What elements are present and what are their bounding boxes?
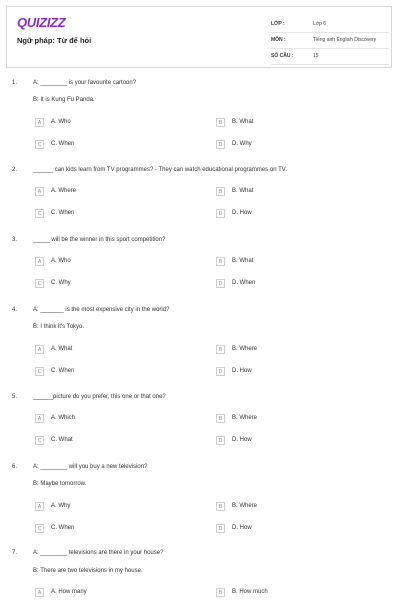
question-subtext: B: I think it's Tokyo.	[33, 324, 85, 330]
option-text: D. How	[232, 368, 252, 374]
question-text: A: ________ televisions are there in your house?	[33, 550, 164, 556]
option-letter-box: A	[35, 588, 44, 597]
option-letter-box: A	[35, 257, 44, 266]
option-text: D. How	[232, 437, 252, 443]
quiz-meta	[271, 17, 389, 65]
option-text: A. Which	[51, 415, 76, 421]
option-letter-box: A	[35, 345, 44, 354]
option-text: A. Who	[51, 258, 71, 264]
question-number: 7.	[12, 550, 18, 556]
option-text: B. What	[232, 188, 254, 194]
question-number: 1.	[12, 80, 18, 86]
meta-value: 15	[313, 53, 319, 59]
question-number: 5.	[12, 394, 18, 400]
quizizz-logo: QUIZIZZ	[17, 15, 66, 30]
meta-label: SỐ CÂU :	[271, 53, 294, 59]
question-subtext: B: There are two televisions in my house.	[33, 568, 143, 574]
option-text: C. When	[51, 210, 75, 216]
question-number: 6.	[12, 464, 18, 470]
option-text: A. Who	[51, 119, 71, 125]
option-text: C. What	[51, 437, 73, 443]
quiz-title: Ngữ pháp: Từ để hỏi	[17, 36, 92, 45]
option-text: B. What	[232, 258, 254, 264]
question-number: 3.	[12, 237, 18, 243]
option-text: C. Why	[51, 280, 71, 286]
option-letter-box: B	[216, 257, 225, 266]
option-letter-box: B	[216, 588, 225, 597]
option-letter-box: C	[35, 367, 44, 376]
option-text: D. How	[232, 210, 252, 216]
option-letter-box: B	[216, 502, 225, 511]
option-letter-box: C	[35, 436, 44, 445]
option-text: B. Where	[232, 346, 258, 352]
option-letter-box: D	[216, 524, 225, 533]
option-letter-box: D	[216, 140, 225, 149]
worksheet-header	[6, 6, 392, 68]
meta-row-grade	[271, 17, 389, 33]
option-letter-box: B	[216, 414, 225, 423]
meta-value: Lớp 6	[313, 21, 327, 27]
question-number: 4.	[12, 307, 18, 313]
option-text: D. When	[232, 280, 256, 286]
question-text: _____ will be the winner in this sport competition?	[33, 237, 166, 243]
meta-row-subject	[271, 33, 389, 49]
option-text: C. When	[51, 525, 75, 531]
meta-row-count	[271, 49, 389, 65]
option-letter-box: D	[216, 436, 225, 445]
option-text: D. Why	[232, 141, 252, 147]
question-subtext: B: Maybe tomorrow.	[33, 481, 87, 487]
option-letter-box: A	[35, 414, 44, 423]
question-text: A: ________ will you buy a new television?	[33, 464, 148, 470]
option-letter-box: C	[35, 524, 44, 533]
option-text: C. When	[51, 141, 75, 147]
option-letter-box: A	[35, 502, 44, 511]
option-text: A. Why	[51, 503, 71, 509]
option-text: B. Where	[232, 503, 258, 509]
option-letter-box: A	[35, 187, 44, 196]
option-text: B. How much	[232, 589, 268, 595]
option-text: B. Where	[232, 415, 258, 421]
option-letter-box: B	[216, 345, 225, 354]
option-text: C. When	[51, 368, 75, 374]
option-letter-box: B	[216, 187, 225, 196]
option-letter-box: C	[35, 140, 44, 149]
option-letter-box: D	[216, 279, 225, 288]
option-text: A. How many	[51, 589, 87, 595]
option-letter-box: C	[35, 279, 44, 288]
option-letter-box: C	[35, 209, 44, 218]
option-text: D. How	[232, 525, 252, 531]
option-letter-box: A	[35, 118, 44, 127]
meta-value: Tiếng anh English Discovery	[313, 37, 377, 43]
question-subtext: B: It is Kung Fu Panda.	[33, 97, 95, 103]
meta-label: MÔN :	[271, 37, 286, 43]
option-text: A. What	[51, 346, 73, 352]
question-text: A: ________ is your favourite cartoon?	[33, 80, 137, 86]
meta-label: LỚP :	[271, 21, 285, 27]
option-text: B. What	[232, 119, 254, 125]
question-text: A: _______ is the most expensive city in the world?	[33, 307, 170, 313]
question-text: ______ can kids learn from TV programmes? - They can watch educational programmes on TV.	[33, 167, 287, 173]
option-letter-box: D	[216, 209, 225, 218]
option-letter-box: D	[216, 367, 225, 376]
option-text: A. Where	[51, 188, 77, 194]
question-text: ______picture do you prefer, this one or that one?	[33, 394, 166, 400]
question-number: 2.	[12, 167, 18, 173]
option-letter-box: B	[216, 118, 225, 127]
